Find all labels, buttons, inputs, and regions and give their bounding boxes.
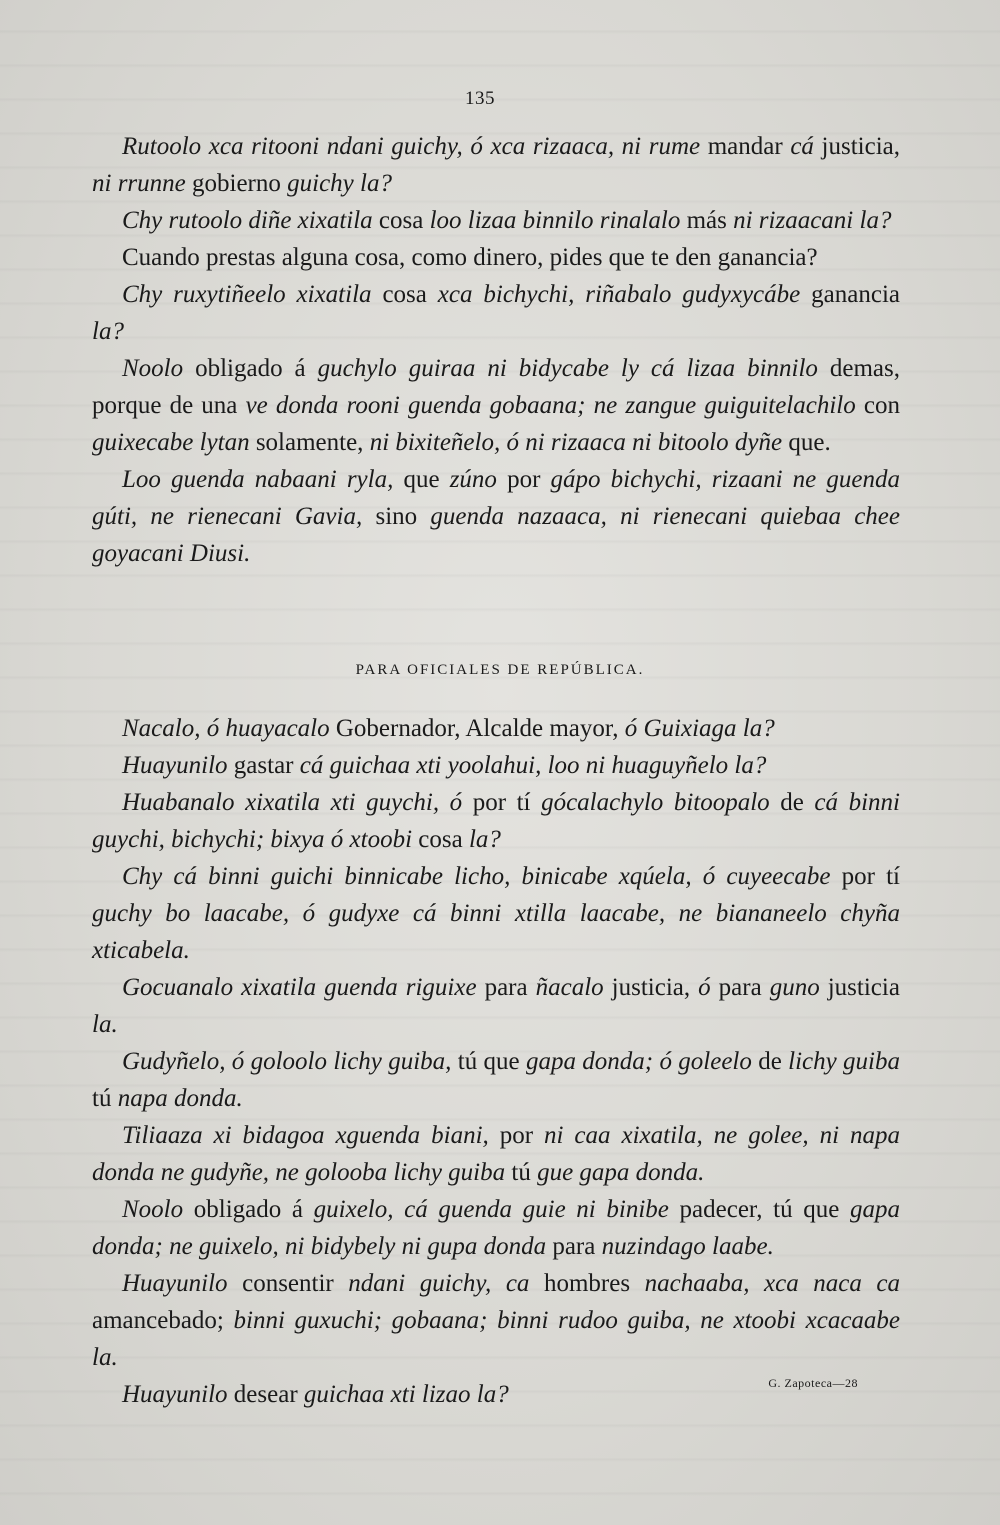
spanish-text-run: padecer, tú que xyxy=(668,1196,850,1223)
zapotec-text-run: ndani guichy, ca xyxy=(348,1270,530,1297)
paragraph xyxy=(92,858,900,969)
spanish-text-run: amancebado; xyxy=(92,1307,234,1334)
zapotec-text-run: ó xyxy=(698,974,711,1001)
spanish-text-run: para xyxy=(546,1233,602,1260)
signature-mark: G. Zapoteca—28 xyxy=(768,1376,858,1390)
spanish-text-run: justicia xyxy=(819,974,900,1001)
spanish-text-run: solamente, xyxy=(249,429,370,456)
zapotec-text-run: Loo guenda nabaani ryla, xyxy=(122,466,394,493)
zapotec-text-run: Nacalo, ó huayacalo xyxy=(122,715,330,742)
zapotec-text-run: guchylo guiraa ni bidycabe ly cá lizaa binnilo xyxy=(317,355,818,382)
spanish-text-run: Gobernador, Alcalde mayor, xyxy=(329,715,625,742)
zapotec-text-run: Chy ruxytiñeelo xixatila xyxy=(122,281,372,308)
spanish-text-run: desear xyxy=(227,1381,304,1408)
spanish-text-run: por xyxy=(488,1122,545,1149)
zapotec-text-run: Huabanalo xixatila xti guychi, ó xyxy=(122,789,463,816)
spanish-text-run: obligado á xyxy=(183,355,318,382)
spanish-text-run: hombres xyxy=(529,1270,645,1297)
spanish-text-run: ganancia xyxy=(800,281,900,308)
paragraph xyxy=(92,747,900,784)
zapotec-text-run: ñacalo xyxy=(535,974,604,1001)
spanish-text-run: gobierno xyxy=(185,170,288,197)
paragraph xyxy=(92,1191,900,1265)
paragraph xyxy=(92,710,900,747)
text-block-after-heading xyxy=(92,710,900,1413)
zapotec-text-run: Tiliaaza xi bidagoa xguenda biani, xyxy=(122,1122,489,1149)
zapotec-text-run: guenda nazaaca, ni rienecani quiebaa chee goyacani Diusi. xyxy=(92,503,900,567)
zapotec-text-run: lichy guiba xyxy=(788,1048,900,1075)
spanish-text-run: que xyxy=(393,466,450,493)
zapotec-text-run: guixelo, cá guenda guie ni binibe xyxy=(313,1196,669,1223)
spanish-text-run: Cuando prestas alguna cosa, como dinero, pides que te den ganancia? xyxy=(122,244,818,271)
spanish-text-run: más xyxy=(680,207,734,234)
zapotec-text-run: Noolo xyxy=(122,355,184,382)
zapotec-text-run: ni caa xixatila, ne golee, ni napa donda ne gudyñe, ne golooba lichy guiba xyxy=(92,1122,900,1186)
spanish-text-run: cosa xyxy=(372,207,430,234)
zapotec-text-run: cá binni guychi, bichychi; bixya ó xtoobi xyxy=(92,789,900,853)
zapotec-text-run: cá xyxy=(790,133,814,160)
spanish-text-run: con xyxy=(855,392,900,419)
zapotec-text-run: guno xyxy=(769,974,820,1001)
zapotec-text-run: cá guichaa xti yoolahui, loo ni huaguyñelo la? xyxy=(299,752,767,779)
spanish-text-run: justicia, xyxy=(813,133,900,160)
zapotec-text-run: Rutoolo xca ritooni ndani guichy, ó xca rizaaca, ni rume xyxy=(122,133,701,160)
spanish-text-run: obligado á xyxy=(183,1196,314,1223)
zapotec-text-run: xca bichychi, riñabalo gudyxycábe xyxy=(437,281,801,308)
zapotec-text-run: guchy bo laacabe, ó gudyxe cá binni xtilla laacabe, ne biananeelo chyña xticabela. xyxy=(92,900,900,964)
spanish-text-run: consentir xyxy=(227,1270,349,1297)
spanish-text-run: tú que xyxy=(451,1048,526,1075)
zapotec-text-run: Gocuanalo xixatila guenda riguixe xyxy=(122,974,477,1001)
spanish-text-run: para xyxy=(476,974,536,1001)
zapotec-text-run: Huayunilo xyxy=(122,1270,228,1297)
spanish-text-run: tú xyxy=(92,1085,118,1112)
zapotec-text-run: Noolo xyxy=(122,1196,184,1223)
paragraph xyxy=(92,461,900,572)
zapotec-text-run: nachaaba, xca naca ca xyxy=(644,1270,900,1297)
zapotec-text-run: napa donda. xyxy=(117,1085,243,1112)
zapotec-text-run: Chy cá binni guichi binnicabe licho, binicabe xqúela, ó cuyeecabe xyxy=(122,863,831,890)
spanish-text-run: gastar xyxy=(227,752,300,779)
spanish-text-run: por xyxy=(496,466,551,493)
paragraph xyxy=(92,1117,900,1191)
zapotec-text-run: nuzindago laabe. xyxy=(601,1233,774,1260)
zapotec-text-run: Huayunilo xyxy=(122,752,228,779)
spanish-text-run: justicia, xyxy=(603,974,699,1001)
spanish-text-run: de xyxy=(751,1048,789,1075)
paragraph xyxy=(92,350,900,461)
paragraph xyxy=(92,1265,900,1376)
zapotec-text-run: guichaa xti lizao la? xyxy=(303,1381,509,1408)
spanish-text-run: mandar xyxy=(700,133,791,160)
zapotec-text-run: gapa donda; ne guixelo, ni bidybely ni gupa donda xyxy=(92,1196,900,1260)
spanish-text-run: que. xyxy=(782,429,831,456)
paragraph xyxy=(92,239,900,276)
zapotec-text-run: la? xyxy=(92,318,124,345)
zapotec-text-run: guixecabe lytan xyxy=(92,429,250,456)
paragraph xyxy=(92,202,900,239)
zapotec-text-run: binni guxuchi; gobaana; binni rudoo guiba, ne xtoobi xcacaabe la. xyxy=(92,1307,901,1371)
zapotec-text-run: ve donda rooni guenda gobaana; ne zangue guiguitelachilo xyxy=(245,392,856,419)
zapotec-text-run: ó Guixiaga la? xyxy=(624,715,775,742)
section-heading: PARA OFICIALES DE REPÚBLICA. xyxy=(355,662,645,678)
spanish-text-run: demas, porque de una xyxy=(92,355,900,419)
zapotec-text-run: Huayunilo xyxy=(122,1381,228,1408)
spanish-text-run: por tí xyxy=(462,789,542,816)
zapotec-text-run: ni bixiteñelo, ó ni rizaaca ni bitoolo dyñe xyxy=(369,429,783,456)
zapotec-text-run: gápo bichychi, rizaani ne guenda gúti, ne rienecani Gavia, xyxy=(92,466,900,530)
text-block-before-heading xyxy=(92,128,900,572)
zapotec-text-run: ni rrunne xyxy=(92,170,186,197)
spanish-text-run: por tí xyxy=(830,863,901,890)
zapotec-text-run: gue gapa donda. xyxy=(537,1159,705,1186)
paragraph xyxy=(92,784,900,858)
spanish-text-run: sino xyxy=(362,503,431,530)
zapotec-text-run: la. xyxy=(92,1011,118,1038)
zapotec-text-run: gócalachylo bitoopalo xyxy=(541,789,770,816)
zapotec-text-run: la? xyxy=(468,826,501,853)
zapotec-text-run: zúno xyxy=(449,466,497,493)
paragraph xyxy=(92,1043,900,1117)
spanish-text-run: cosa xyxy=(371,281,438,308)
paragraph xyxy=(92,276,900,350)
zapotec-text-run: loo lizaa binnilo rinalalo xyxy=(429,207,681,234)
zapotec-text-run: ni rizaacani la? xyxy=(733,207,892,234)
zapotec-text-run: gapa donda; ó goleelo xyxy=(525,1048,752,1075)
paragraph xyxy=(92,969,900,1043)
page-number: 135 xyxy=(465,88,495,109)
paragraph xyxy=(92,128,900,202)
zapotec-text-run: Gudyñelo, ó goloolo lichy guiba, xyxy=(122,1048,452,1075)
zapotec-text-run: Chy rutoolo diñe xixatila xyxy=(122,207,373,234)
spanish-text-run: para xyxy=(710,974,770,1001)
spanish-text-run: cosa xyxy=(412,826,469,853)
zapotec-text-run: guichy la? xyxy=(287,170,392,197)
spanish-text-run: tú xyxy=(505,1159,538,1186)
spanish-text-run: de xyxy=(769,789,815,816)
